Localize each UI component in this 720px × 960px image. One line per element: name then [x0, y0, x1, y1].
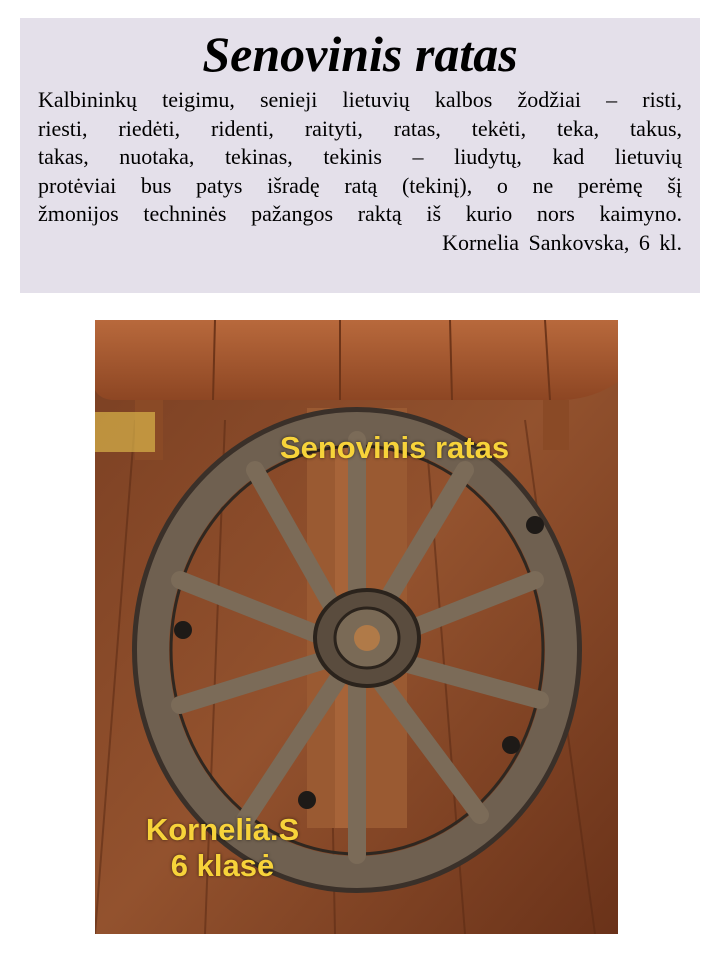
paragraph-line: Kalbininkų teigimu, senieji lietuvių kalbos žodžiai – risti,	[38, 87, 682, 112]
wheel-photo	[95, 320, 618, 934]
paragraph-line: riesti, riedėti, ridenti, raityti, ratas, tekėti, teka, takus,	[38, 115, 682, 141]
photo-caption-grade: 6 klasė	[170, 848, 275, 883]
paragraph-line: takas, nuotaka, tekinas, tekinis – liudytų, kad lietuvių	[38, 144, 682, 169]
photo-caption-name: Kornelia.S	[145, 812, 300, 847]
paragraph-line: žmonijos techninės pažangos raktą iš kurio nors kaimyno.	[38, 201, 682, 226]
page-title: Senovinis ratas	[202, 26, 518, 82]
photo-caption-author	[95, 812, 484, 884]
paragraph	[20, 82, 700, 257]
text-panel	[20, 18, 700, 293]
paragraph-line: protėviai bus patys išradę ratą (tekinį), o ne perėmę šį	[38, 172, 682, 198]
author-credit: Kornelia Sankovska, 6 kl.	[442, 229, 682, 255]
photo-caption-title: Senovinis ratas	[279, 430, 510, 465]
